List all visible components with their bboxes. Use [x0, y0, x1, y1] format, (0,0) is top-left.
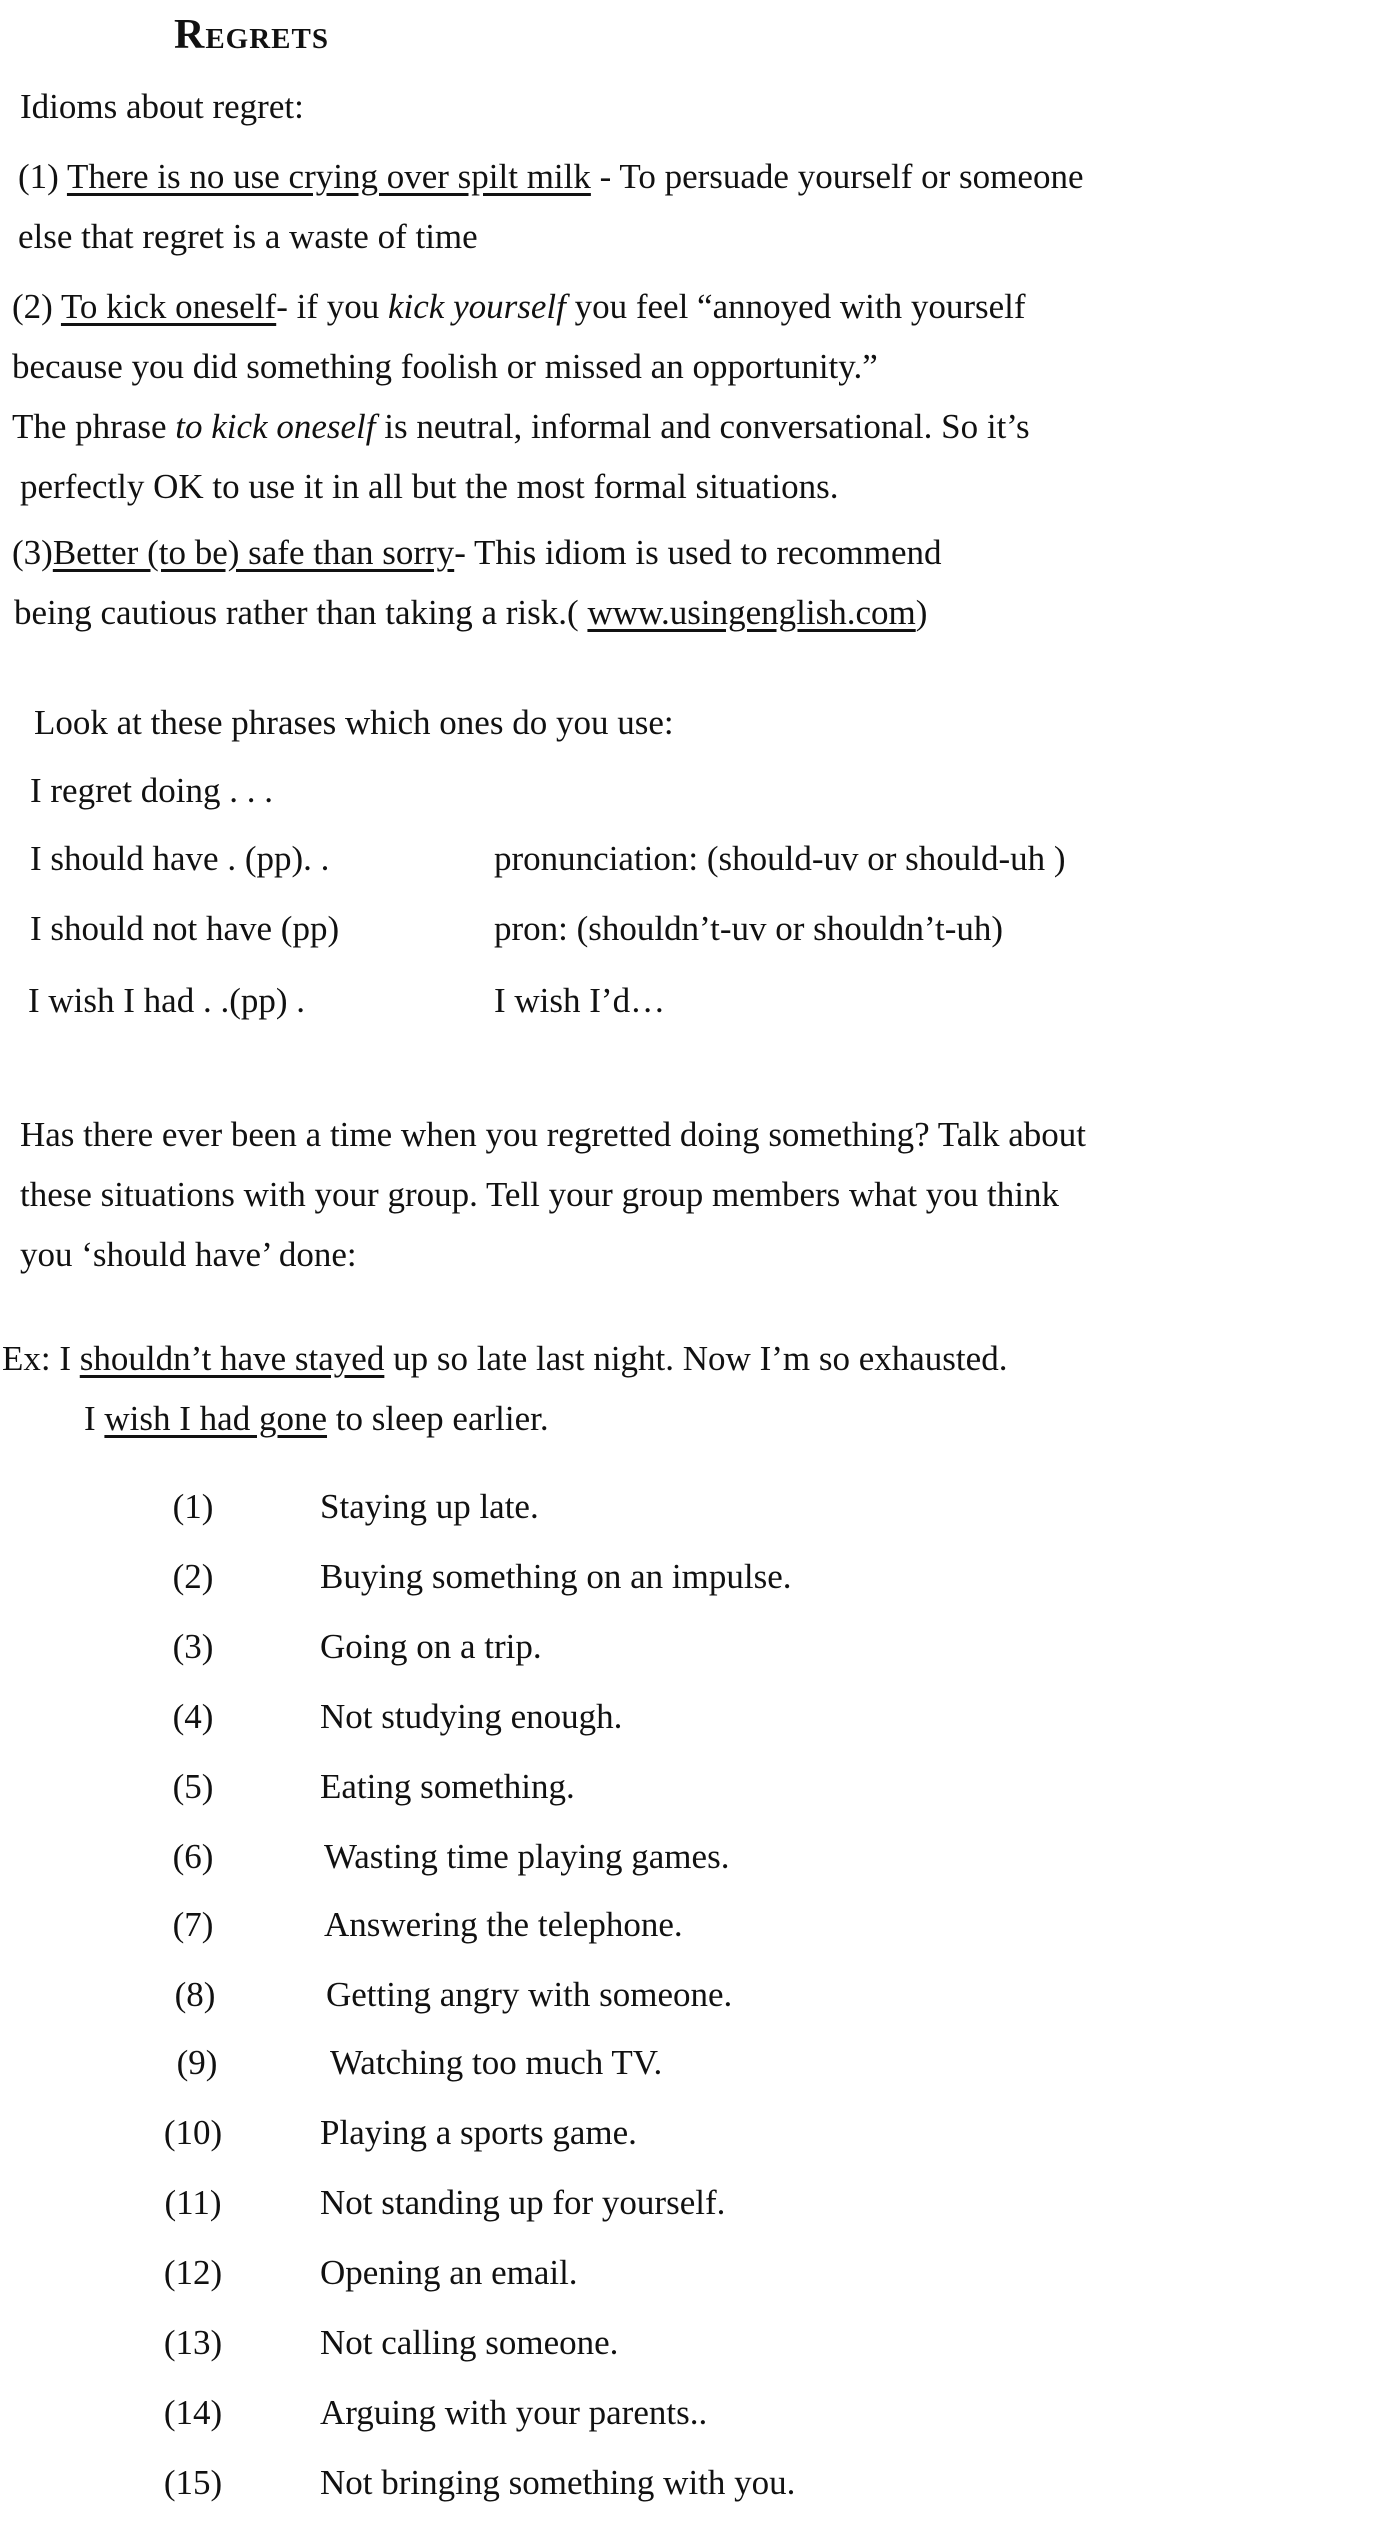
idiom-number: (3): [12, 533, 53, 572]
list-item-number: (9): [176, 2043, 218, 2082]
idiom-text: ): [915, 593, 928, 632]
list-item-number: (8): [174, 1975, 216, 2014]
list-item-text: Not calling someone.: [320, 2323, 619, 2362]
source-link[interactable]: www.usingenglish.com: [587, 593, 916, 632]
idiom-2-line-1: [12, 284, 1026, 330]
idiom-text: is neutral, informal and conversational. So it’s: [375, 407, 1030, 446]
idiom-2-line-2: because you did something foolish or missed an opportunity.”: [12, 347, 878, 386]
example-line-2: [84, 1396, 549, 1442]
list-item-text: Going on a trip.: [320, 1627, 542, 1666]
idiom-3-line-1: [12, 530, 942, 576]
list-item-text: Not studying enough.: [320, 1697, 623, 1736]
idiom-2-line-4: perfectly OK to use it in all but the most formal situations.: [20, 467, 839, 506]
prompt-line-3: you ‘should have’ done:: [20, 1235, 357, 1274]
list-item-number: (13): [163, 2323, 223, 2362]
prompt-line-1: Has there ever been a time when you regretted doing something? Talk about: [20, 1115, 1086, 1154]
list-item-number: (15): [163, 2463, 223, 2502]
list-item-number: (10): [163, 2113, 223, 2152]
phrase-3-right: pron: (shouldn’t-uv or shouldn’t-uh): [494, 909, 1004, 948]
example-text: I: [84, 1399, 105, 1438]
list-item-number: (1): [172, 1487, 214, 1526]
list-item-text: Not standing up for yourself.: [320, 2183, 726, 2222]
example-underlined: wish I had gone: [104, 1399, 328, 1438]
idiom-text: The phrase: [12, 407, 176, 446]
idiom-definition: - To persuade yourself or someone: [590, 157, 1084, 196]
idiom-number: (2): [12, 287, 61, 326]
phrase-4-left: I wish I had . .(pp) .: [28, 981, 306, 1020]
idiom-number: (1): [18, 157, 67, 196]
list-item-number: (14): [163, 2393, 223, 2432]
idiom-2-line-3: [12, 404, 1030, 450]
list-item-text: Buying something on an impulse.: [320, 1557, 792, 1596]
phrase-2-right: pronunciation: (should-uv or should-uh ): [494, 839, 1066, 878]
example-underlined: shouldn’t have stayed: [79, 1339, 385, 1378]
list-item-number: (2): [172, 1557, 214, 1596]
list-item-text: Arguing with your parents..: [320, 2393, 708, 2432]
idiom-phrase: Better (to be) safe than sorry: [52, 533, 455, 572]
list-item-number: (6): [172, 1837, 214, 1876]
list-item-text: Answering the telephone.: [324, 1905, 683, 1944]
list-item-number: (5): [172, 1767, 214, 1806]
idiom-1-line-1: [18, 154, 1083, 200]
list-item-number: (11): [164, 2183, 222, 2222]
idiom-italic: to kick oneself: [175, 407, 376, 446]
idiom-definition: - This idiom is used to recommend: [454, 533, 942, 572]
idioms-intro: Idioms about regret:: [20, 87, 304, 126]
list-item-text: Playing a sports game.: [320, 2113, 637, 2152]
list-item-text: Opening an email.: [320, 2253, 578, 2292]
list-item-number: (12): [163, 2253, 223, 2292]
example-text: to sleep earlier.: [327, 1399, 549, 1438]
idiom-1-line-2: else that regret is a waste of time: [18, 217, 478, 256]
idiom-text: being cautious rather than taking a risk.(: [14, 593, 588, 632]
list-item-text: Wasting time playing games.: [324, 1837, 730, 1876]
phrase-2-left: I should have . (pp). .: [30, 839, 330, 878]
phrase-1-left: I regret doing . . .: [30, 771, 273, 810]
idiom-phrase: To kick oneself: [60, 287, 277, 326]
list-item-number: (7): [172, 1905, 214, 1944]
list-item-text: Staying up late.: [320, 1487, 539, 1526]
list-item-text: Eating something.: [320, 1767, 575, 1806]
idiom-3-line-2: [14, 590, 927, 636]
example-text: Ex: I: [2, 1339, 80, 1378]
idiom-text: - if you: [276, 287, 388, 326]
phrase-3-left: I should not have (pp): [30, 909, 340, 948]
phrases-intro: Look at these phrases which ones do you use:: [34, 703, 674, 742]
example-line-1: [2, 1336, 1007, 1382]
list-item-number: (3): [172, 1627, 214, 1666]
phrase-4-right: I wish I’d…: [494, 981, 666, 1020]
idiom-text: you feel “annoyed with yourself: [565, 287, 1026, 326]
list-item-text: Getting angry with someone.: [326, 1975, 733, 2014]
idiom-italic: kick yourself: [388, 287, 566, 326]
page-title: Regrets: [174, 12, 329, 58]
idiom-phrase: There is no use crying over spilt milk: [66, 157, 591, 196]
list-item-number: (4): [172, 1697, 214, 1736]
list-item-text: Watching too much TV.: [330, 2043, 663, 2082]
example-text: up so late last night. Now I’m so exhausted.: [384, 1339, 1008, 1378]
list-item-text: Not bringing something with you.: [320, 2463, 796, 2502]
prompt-line-2: these situations with your group. Tell your group members what you think: [20, 1175, 1059, 1214]
